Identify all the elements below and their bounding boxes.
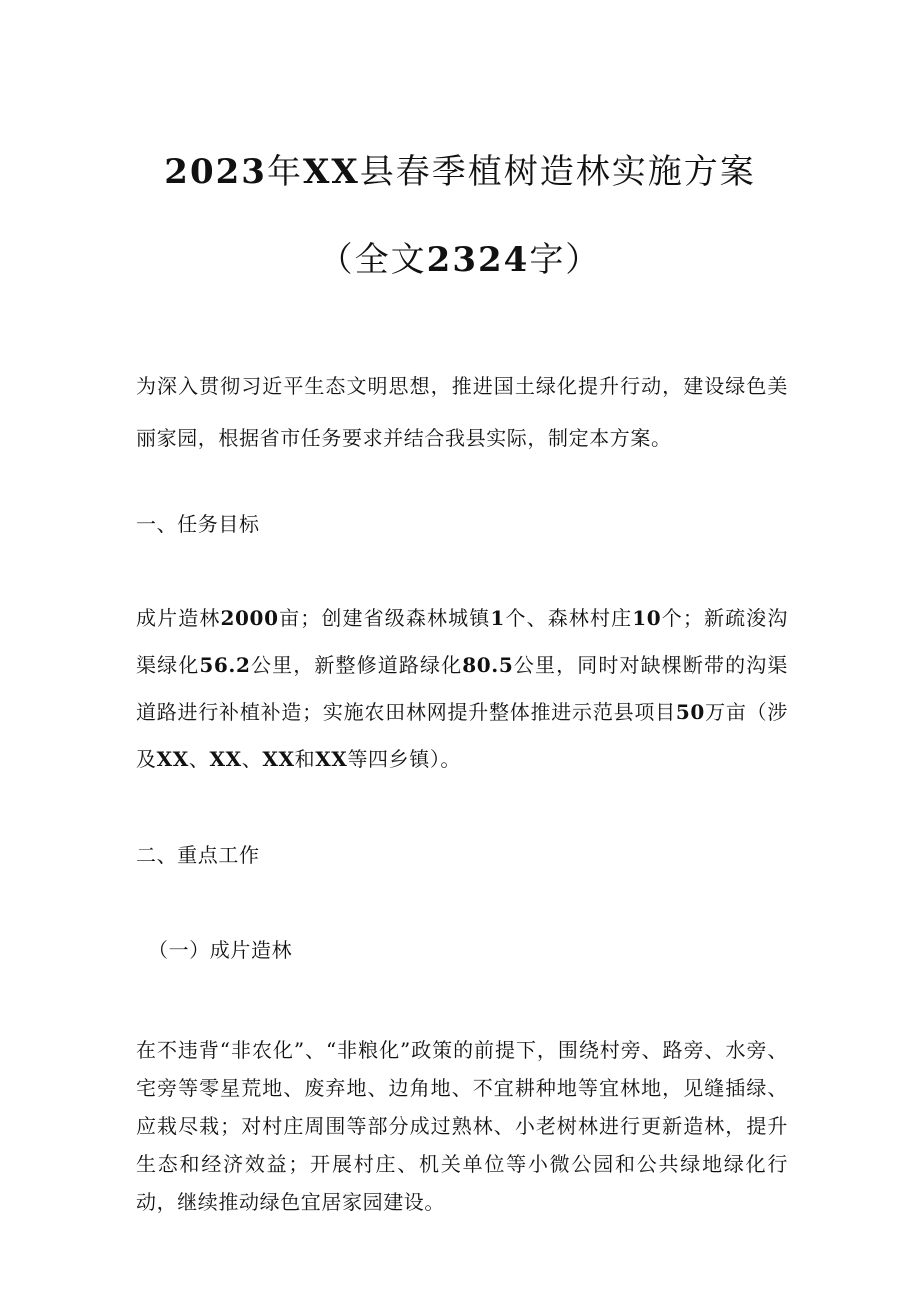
intro-paragraph: 为深入贯彻习近平生态文明思想，推进国土绿化提升行动，建设绿色美丽家园，根据省市任务要求并结合我县实际，制定本方案。 [136,374,788,450]
goals-paragraph: 成片造林2000亩；创建省级森林城镇1个、森林村庄10个；新疏浚沟渠绿化56.2公里，新整修道路绿化80.5公里，同时对缺棵断带的沟渠道路进行补植补造；实施农田林网提升整体推进示范县项目50万亩（涉及XX、XX、XX和XX等四乡镇）。 [136,606,789,771]
document-subtitle: （全文2324字） [318,240,602,280]
document-title: 2023年XX县春季植树造林实施方案 [164,152,756,192]
subsection-heading-afforestation: （一）成片造林 [148,938,293,962]
afforestation-paragraph: 在不违背“非农化”、“非粮化”政策的前提下，围绕村旁、路旁、水旁、宅旁等零星荒地、废弃地、边角地、不宜耕种地等宜林地，见缝插绿、应栽尽栽；对村庄周围等部分成过熟林、小老树林进行更新造林，提升生态和经济效益；开展村庄、机关单位等小微公园和公共绿地绿化行动，继续推动绿色宜居家园建设。 [136,1038,788,1214]
section-heading-goals: 一、任务目标 [136,512,260,536]
section-heading-key-work: 二、重点工作 [136,843,260,867]
